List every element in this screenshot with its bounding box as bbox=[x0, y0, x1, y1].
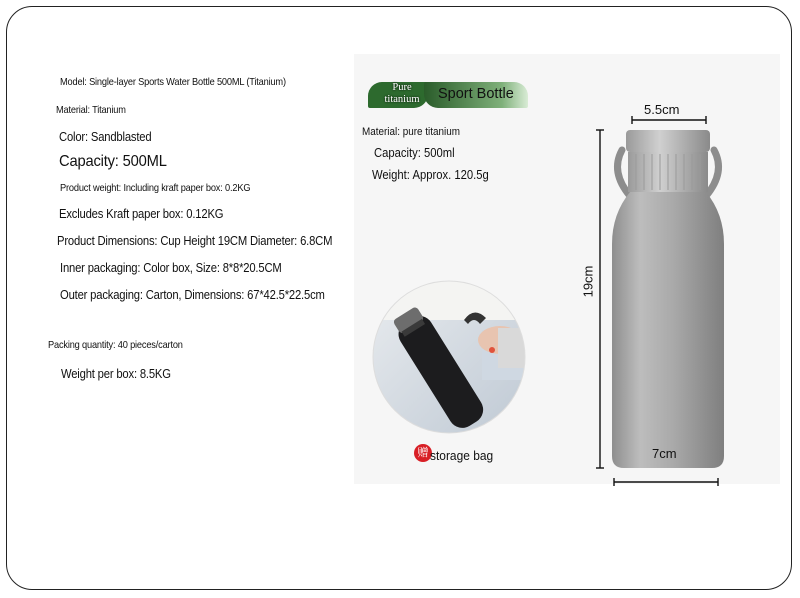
spec-product-weight: Product weight: Including kraft paper box: 0.2KG bbox=[60, 182, 251, 194]
tag-pure-line2: titanium bbox=[384, 94, 420, 105]
spec-excludes-box: Excludes Kraft paper box: 0.12KG bbox=[59, 207, 224, 221]
spec-outer-packaging: Outer packaging: Carton, Dimensions: 67*42.5*22.5cm bbox=[60, 288, 325, 302]
product-tag bbox=[368, 80, 530, 110]
spec-inner-packaging: Inner packaging: Color box, Size: 8*8*20.5CM bbox=[60, 261, 282, 275]
panel-weight: Weight: Approx. 120.5g bbox=[372, 168, 489, 182]
product-image-panel bbox=[354, 54, 780, 484]
spec-dimensions: Product Dimensions: Cup Height 19CM Diameter: 6.8CM bbox=[57, 234, 333, 248]
storage-bag-photo bbox=[372, 280, 526, 434]
panel-capacity: Capacity: 500ml bbox=[374, 146, 455, 160]
spec-model: Model: Single-layer Sports Water Bottle 500ML (Titanium) bbox=[60, 76, 286, 88]
panel-material: Material: pure titanium bbox=[362, 126, 460, 138]
gift-badge-char: 赠 bbox=[417, 447, 429, 459]
spec-capacity: Capacity: 500ML bbox=[59, 153, 167, 170]
spec-material: Material: Titanium bbox=[56, 104, 126, 116]
tag-sport-bottle: Sport Bottle bbox=[438, 86, 514, 102]
dimension-height-label: 19cm bbox=[580, 265, 596, 298]
spec-color: Color: Sandblasted bbox=[59, 130, 152, 144]
spec-weight-per-box: Weight per box: 8.5KG bbox=[61, 367, 171, 381]
tag-pure-titanium bbox=[378, 82, 426, 106]
tag-pure-line1: Pure bbox=[392, 82, 412, 93]
storage-bag-label: storage bag bbox=[430, 448, 494, 463]
dimension-width-label: 5.5cm bbox=[644, 102, 680, 117]
spec-packing-quantity: Packing quantity: 40 pieces/carton bbox=[48, 339, 183, 351]
dimension-base-label: 7cm bbox=[652, 446, 677, 461]
